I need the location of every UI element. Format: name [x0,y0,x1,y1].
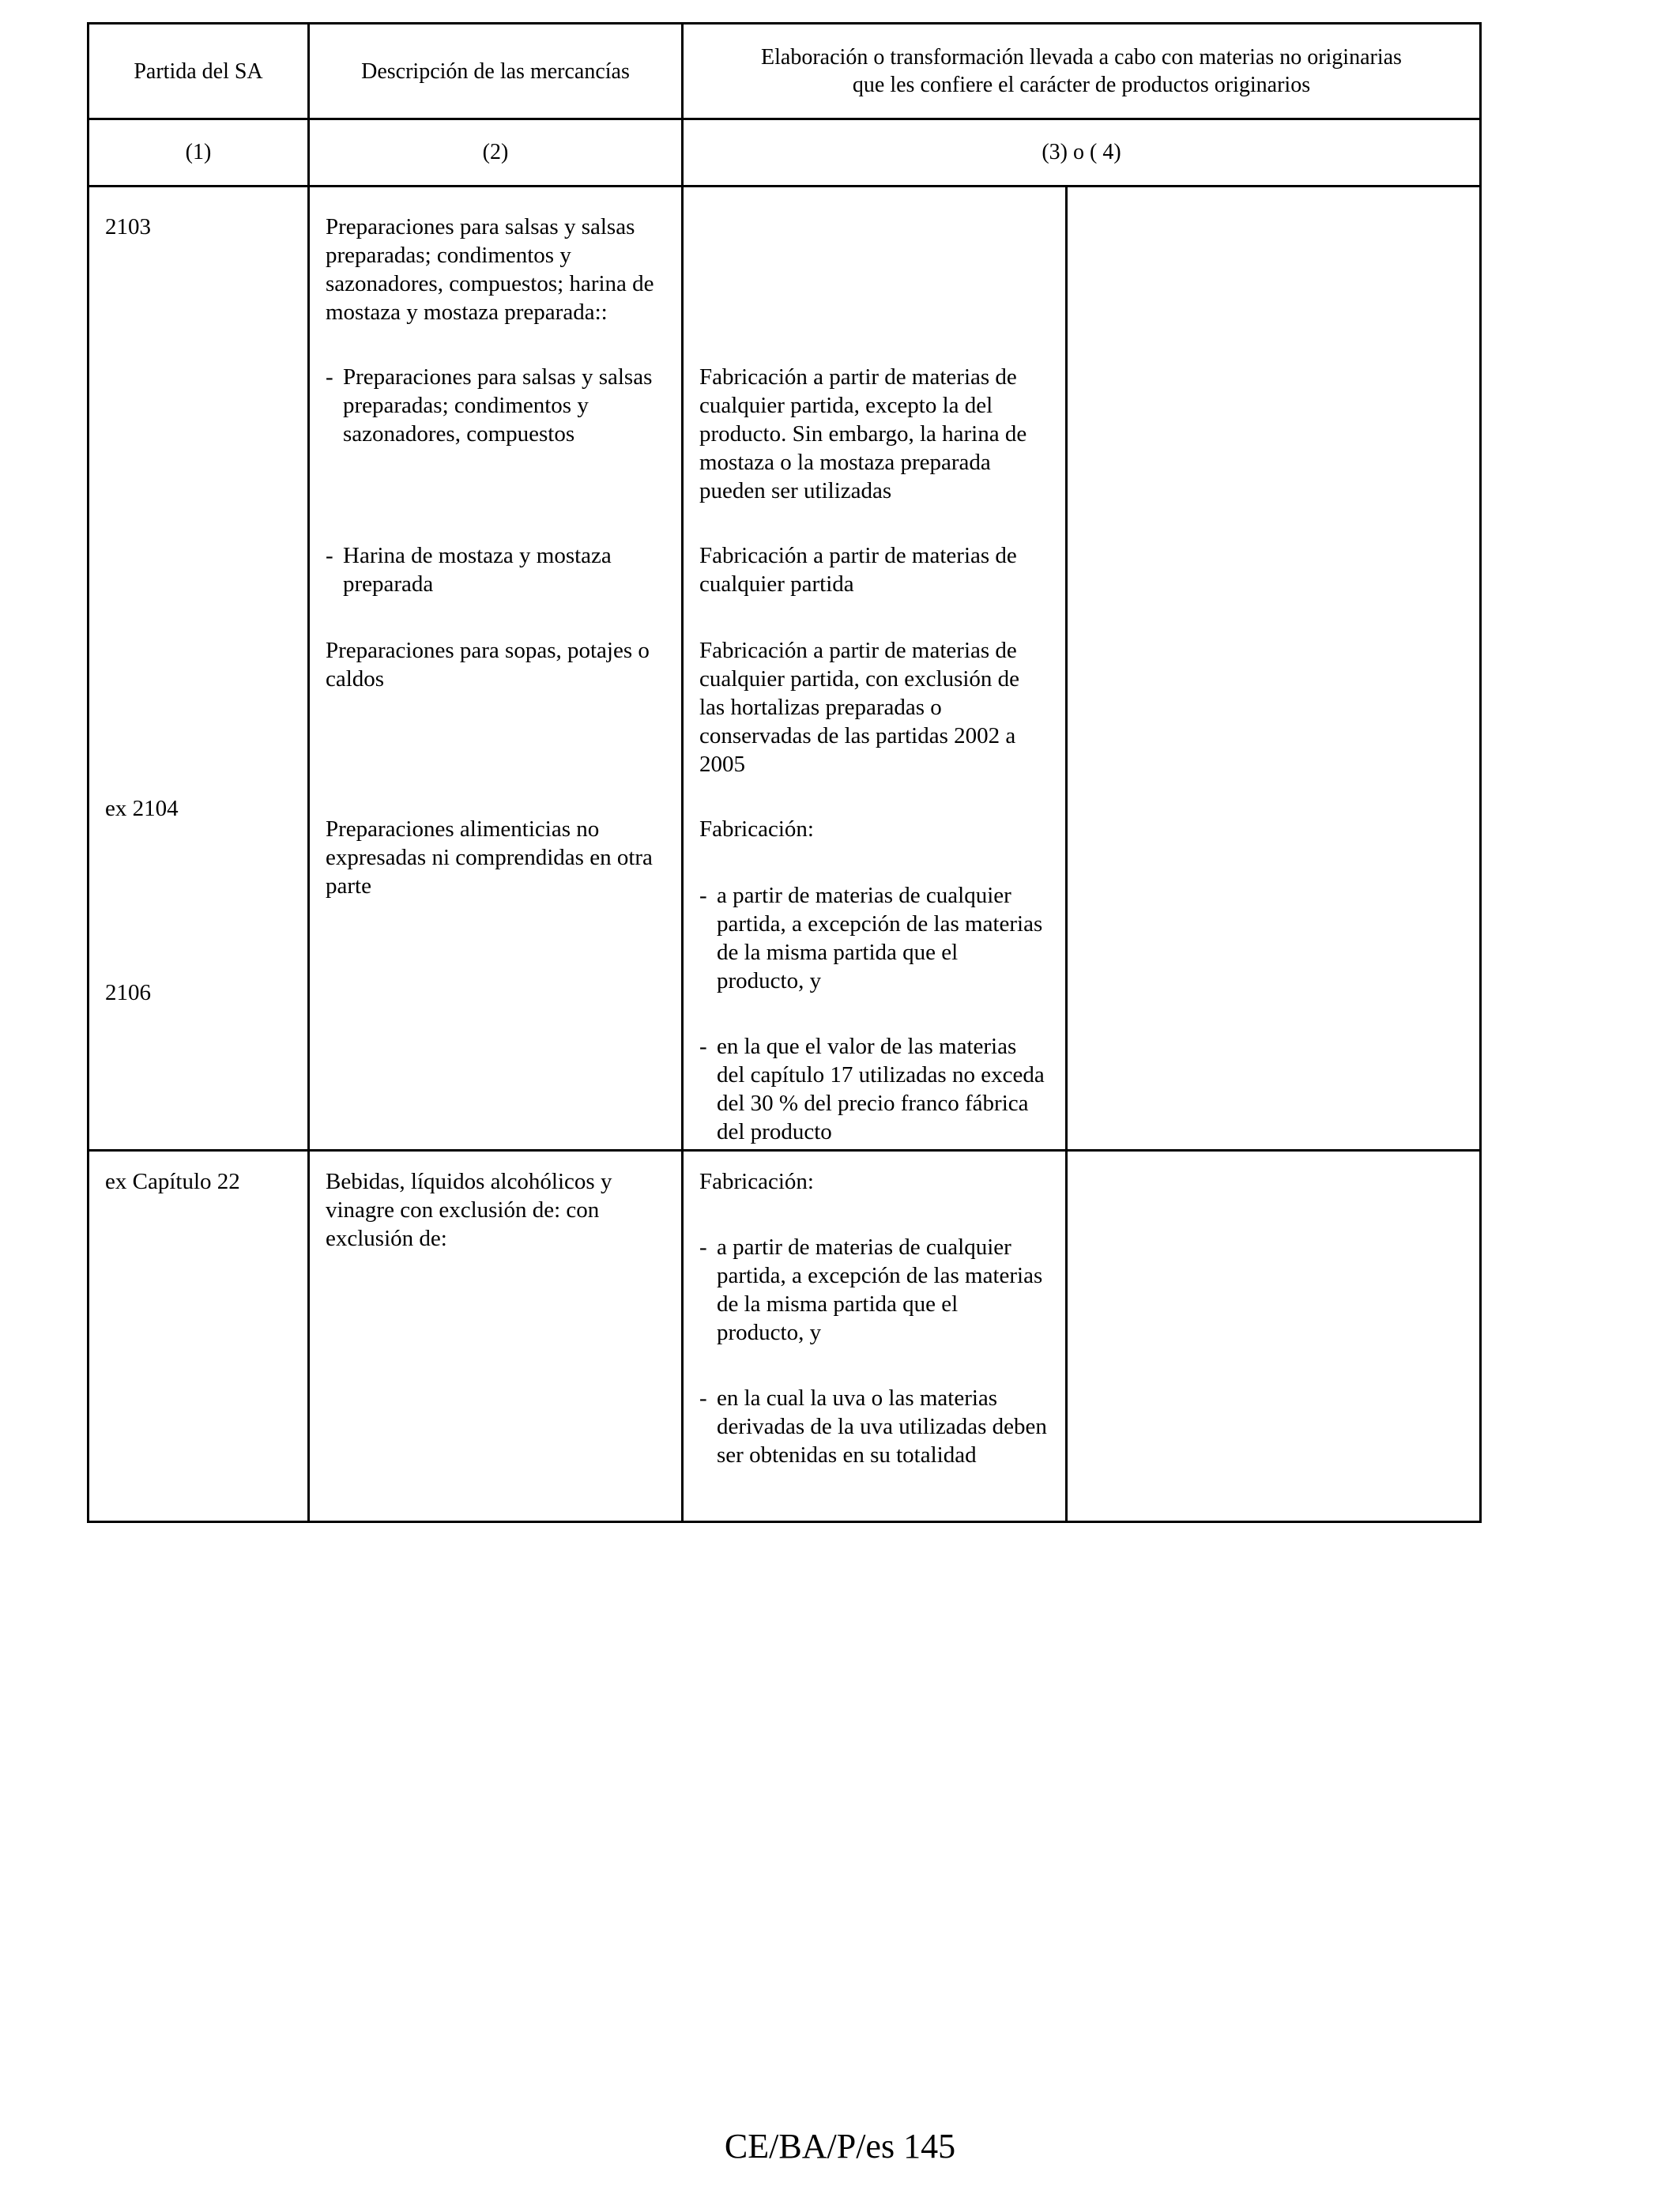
header-processing-line2: que les confiere el carácter de productos originarios [852,73,1311,97]
table-header-row [89,24,1481,119]
processing-rule-item-text: en la cual la uva o las materias derivadas de la uva utilizadas deben ser obtenidas en su totalidad [717,1385,1047,1468]
alternative-rule-column [1067,187,1481,1151]
table-body-block-2 [89,1151,1481,1522]
dash-marker: - [699,1235,707,1260]
processing-rule-column [683,187,1067,1151]
table-body-block-1 [89,187,1481,1151]
processing-rule-column [683,1151,1067,1522]
dash-marker: - [326,364,333,390]
dash-marker: - [699,883,707,908]
description-text: Preparaciones alimenticias no expresadas ni comprendidas en otra parte [326,816,653,899]
processing-rule-item [699,1384,1049,1469]
hs-column [89,1151,309,1522]
processing-rule-intro: Fabricación: [699,816,814,842]
hs-code: 2106 [105,980,151,1005]
processing-rule-intro: Fabricación: [699,1169,814,1194]
hs-column [89,187,309,1151]
column-number-1: (1) [89,119,309,187]
hs-code: ex 2104 [105,796,179,821]
page-footer-reference: CE/BA/P/es 145 [724,2127,956,2166]
dash-marker: - [699,1385,707,1411]
description-subitem [326,541,665,598]
header-hs-heading: Partida del SA [89,24,309,119]
processing-rule-item-text: a partir de materias de cualquier partida, a excepción de las materias de la misma partida que el producto, y [717,883,1043,993]
description-column [309,1151,683,1522]
column-number-2: (2) [309,119,683,187]
header-processing [683,24,1481,119]
description-subitem-text: Preparaciones para salsas y salsas preparadas; condimentos y sazonadores, compuestos [343,364,653,447]
processing-rule-item [699,881,1049,995]
header-description: Descripción de las mercancías [309,24,683,119]
processing-rule-text: Fabricación a partir de materias de cualquier partida, con exclusión de las hortalizas preparadas o conservadas de las partidas 2002 a 2005 [699,638,1020,777]
description-column [309,187,683,1151]
processing-rule-text: Fabricación a partir de materias de cualquier partida, excepto la del producto. Sin embargo, la harina de mostaza o la mostaza preparada pueden ser utilizadas [699,364,1027,503]
processing-rule-item-text: a partir de materias de cualquier partida, a excepción de las materias de la misma partida que el producto, y [717,1235,1043,1345]
dash-marker: - [326,543,333,568]
description-subitem-text: Harina de mostaza y mostaza preparada [343,543,612,597]
description-subitem [326,363,665,448]
processing-rule-item-text: en la que el valor de las materias del capítulo 17 utilizadas no exceda del 30 % del precio franco fábrica del producto [717,1034,1045,1144]
processing-rule-item [699,1032,1049,1146]
hs-code: 2103 [105,214,151,239]
column-number-3-4: (3) o ( 4) [683,119,1481,187]
hs-code: ex Capítulo 22 [105,1169,240,1194]
processing-rule-text: Fabricación a partir de materias de cualquier partida [699,543,1017,597]
dash-marker: - [699,1034,707,1059]
header-processing-line1: Elaboración o transformación llevada a cabo con materias no originarias [761,45,1402,70]
description-text: Bebidas, líquidos alcohólicos y vinagre con exclusión de: con exclusión de: [326,1169,612,1251]
processing-rule-item [699,1233,1049,1347]
description-text: Preparaciones para sopas, potajes o caldos [326,638,650,692]
rules-of-origin-table [87,22,1482,1523]
description-text: Preparaciones para salsas y salsas preparadas; condimentos y sazonadores, compuestos; harina de mostaza y mostaza preparada:: [326,214,654,325]
column-number-row [89,119,1481,187]
alternative-rule-column [1067,1151,1481,1522]
